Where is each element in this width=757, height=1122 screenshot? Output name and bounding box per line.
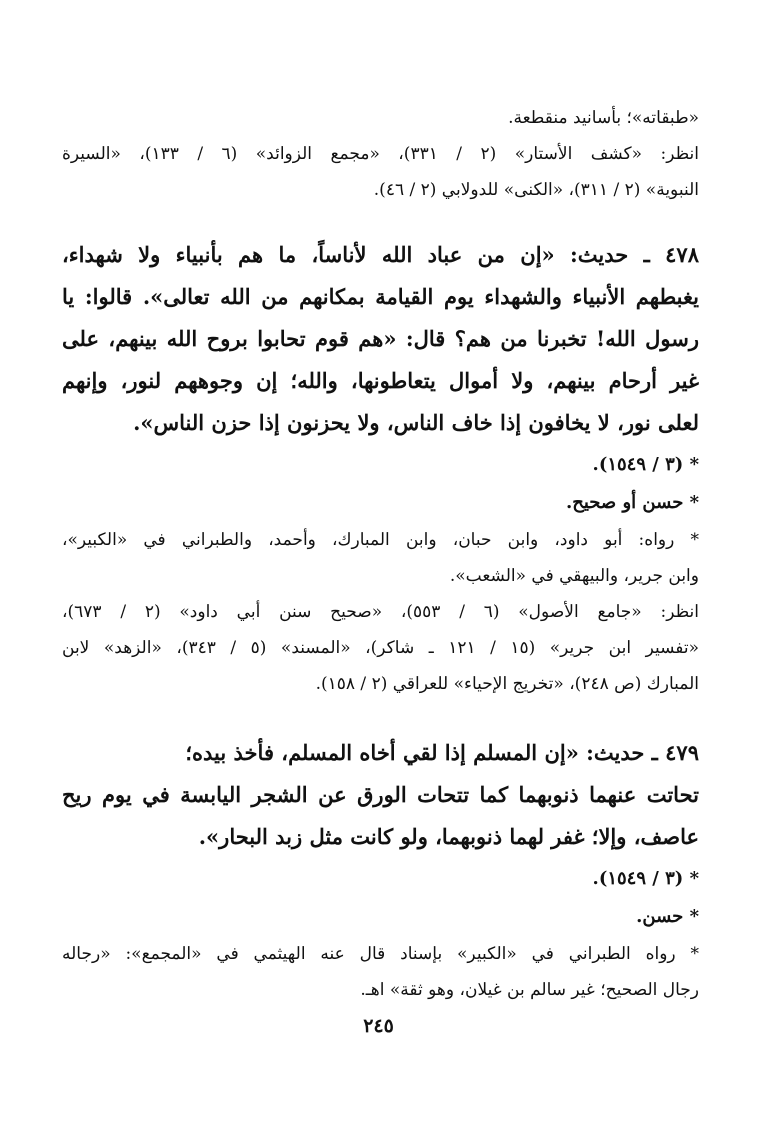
intro-line-2: انظر: «كشف الأستار» (٢ / ٣٣١)، «مجمع الزوائد» (٦ / ١٣٣)، «السيرة (62, 144, 699, 164)
hadith-478-see-line-3: المبارك (ص ٢٤٨)، «تخريج الإحياء» للعراقي (٢ / ١٥٨). (315, 674, 699, 694)
hadith-479 (62, 732, 699, 1008)
hadith-479-reference: * (٣ / ١٥٤٩). (592, 868, 699, 889)
hadith-478-narration-line-1: * رواه: أبو داود، وابن حبان، وابن المبارك، وأحمد، والطبراني في «الكبير»، (62, 530, 699, 550)
hadith-479-narration-line-1: * رواه الطبراني في «الكبير» بإسناد قال عنه الهيثمي في «المجمع»: «رجاله (62, 944, 699, 964)
hadith-478-see-line-1: انظر: «جامع الأصول» (٦ / ٥٥٣)، «صحيح سنن أبي داود» (٢ / ٦٧٣)، (62, 602, 699, 622)
intro-section (62, 100, 699, 208)
hadith-479-line-2: تحاتت عنهما ذنوبهما كما تتحات الورق عن الشجر اليابسة في يوم ريح (62, 782, 699, 807)
hadith-478-narration-line-2: وابن جرير، والبيهقي في «الشعب». (449, 566, 699, 586)
hadith-478-line-5: لعلى نور، لا يخافون إذا خاف الناس، ولا يحزنون إذا حزن الناس». (133, 410, 699, 435)
hadith-479-line-3: عاصف، وإلا؛ غفر لهما ذنوبهما، ولو كانت مثل زبد البحار». (198, 824, 699, 849)
hadith-478-line-4: غير أرحام بينهم، ولا أموال يتعاطونها، والله؛ إن وجوههم لنور، وإنهم (62, 368, 699, 393)
hadith-478-line-3: رسول الله! تخبرنا من هم؟ قال: «هم قوم تحابوا بروح الله بينهم، على (62, 326, 699, 351)
hadith-479-grade: * حسن. (636, 906, 699, 927)
hadith-478 (62, 234, 699, 702)
hadith-478-grade: * حسن أو صحيح. (565, 492, 699, 513)
hadith-478-line-2: يغبطهم الأنبياء والشهداء يوم القيامة بمكانهم من الله تعالى». قالوا: يا (62, 284, 699, 309)
hadith-478-line-1: ٤٧٨ ـ حديث: «إن من عباد الله لأناساً، ما هم بأنبياء ولا شهداء، (62, 242, 699, 267)
page-number: ٢٤٥ (363, 1015, 394, 1037)
hadith-478-see-line-2: «تفسير ابن جرير» (١٥ / ١٢١ ـ شاكر)، «المسند» (٥ / ٣٤٣)، «الزهد» لابن (62, 638, 699, 658)
hadith-479-line-1: ٤٧٩ ـ حديث: «إن المسلم إذا لقي أخاه المسلم، فأخذ بيده؛ (185, 740, 699, 765)
hadith-478-reference: * (٣ / ١٥٤٩). (592, 454, 699, 475)
intro-line-1: «طبقاته»؛ بأسانيد منقطعة. (508, 108, 699, 128)
hadith-479-narration-line-2: رجال الصحيح؛ غير سالم بن غيلان، وهو ثقة» اهـ. (360, 980, 699, 1000)
intro-line-3: النبوية» (٢ / ٣١١)، «الكنى» للدولابي (٢ / ٤٦). (373, 180, 699, 200)
